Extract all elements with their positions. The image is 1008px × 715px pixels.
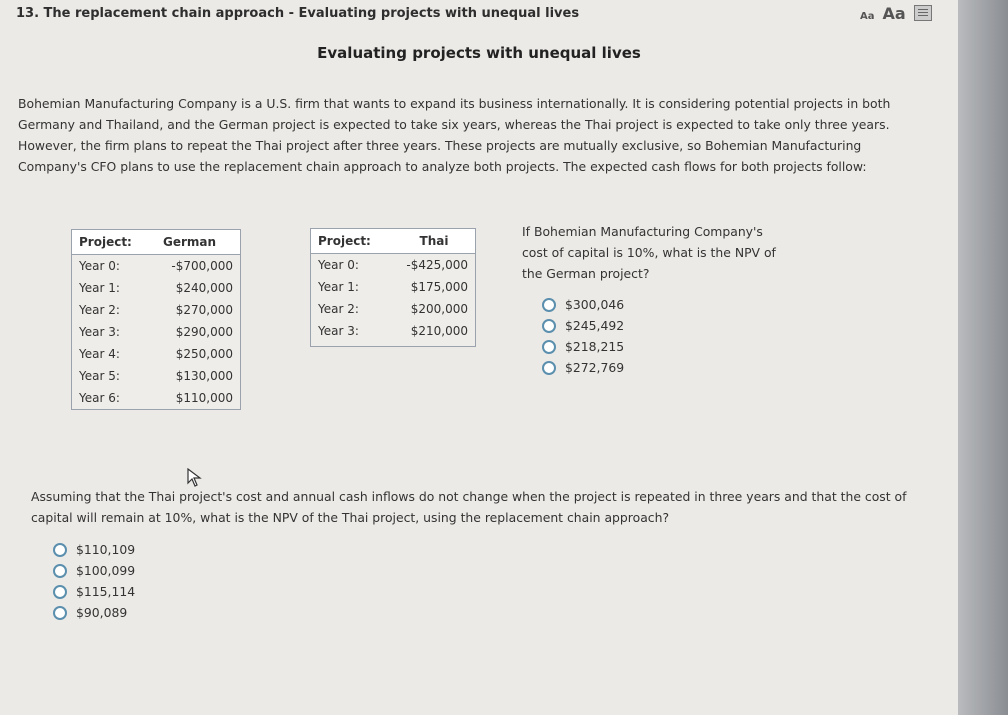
radio-button[interactable]: [542, 298, 556, 312]
print-icon[interactable]: [914, 5, 932, 21]
cash-flow-value: -$425,000: [406, 258, 468, 272]
answer-option[interactable]: [542, 357, 624, 378]
option-label: $218,215: [565, 339, 625, 354]
table-row: [72, 365, 241, 387]
option-label: $245,492: [565, 318, 625, 333]
table-row: [72, 343, 241, 365]
table-header-label: Project:: [72, 230, 157, 255]
decrease-font-button[interactable]: Aa: [860, 11, 875, 22]
table-row: [311, 298, 476, 320]
answer-option[interactable]: [53, 602, 135, 623]
table-row: [311, 276, 476, 298]
table-header-row: [72, 230, 241, 255]
answer-option[interactable]: [542, 294, 624, 315]
table-row: [72, 277, 241, 299]
table-row-spacer: [311, 342, 476, 347]
year-label: Year 5:: [79, 369, 120, 383]
table-header-row: [311, 229, 476, 254]
cash-flow-value: $270,000: [175, 303, 233, 317]
option-label: $300,046: [565, 297, 625, 312]
table-header-project: Thai: [393, 229, 476, 254]
table-row: [72, 321, 241, 343]
cash-flow-value: $210,000: [410, 324, 468, 338]
question-1-text: If Bohemian Manufacturing Company's cost of capital is 10%, what is the NPV of the German project?: [522, 224, 776, 281]
question-2-text: Assuming that the Thai project's cost and annual cash inflows do not change when the project is repeated in three years and that the cost of capital will remain at 10%, what is the NPV of the Thai project, using the replacement chain approach?: [31, 489, 907, 525]
year-label: Year 6:: [79, 391, 120, 405]
year-label: Year 1:: [318, 280, 359, 294]
year-label: Year 0:: [318, 258, 359, 272]
table-row: [311, 320, 476, 342]
radio-button[interactable]: [542, 319, 556, 333]
option-label: $100,099: [76, 563, 136, 578]
year-label: Year 4:: [79, 347, 120, 361]
question-1-options: [542, 294, 624, 378]
option-label: $90,089: [76, 605, 128, 620]
option-label: $272,769: [565, 360, 625, 375]
screen-edge: [958, 0, 1008, 715]
radio-button[interactable]: [542, 340, 556, 354]
table-row: [72, 299, 241, 321]
year-label: Year 3:: [79, 325, 120, 339]
cash-flow-value: $200,000: [410, 302, 468, 316]
answer-option[interactable]: [53, 581, 135, 602]
table-row: [72, 387, 241, 410]
answer-option[interactable]: [53, 539, 135, 560]
section-heading: Evaluating projects with unequal lives: [317, 44, 641, 62]
answer-option[interactable]: [542, 315, 624, 336]
radio-button[interactable]: [53, 564, 67, 578]
answer-option[interactable]: [53, 560, 135, 581]
option-label: $110,109: [76, 542, 136, 557]
table-header-project: German: [156, 230, 241, 255]
cash-flow-value: $130,000: [175, 369, 233, 383]
cash-flow-value: $175,000: [410, 280, 468, 294]
radio-button[interactable]: [53, 543, 67, 557]
year-label: Year 1:: [79, 281, 120, 295]
year-label: Year 0:: [79, 259, 120, 273]
cash-flow-value: -$700,000: [171, 259, 233, 273]
question-2-options: [53, 539, 135, 623]
cash-flow-value: $110,000: [175, 391, 233, 405]
table-row: [311, 254, 476, 277]
table-row: [72, 255, 241, 278]
question-title: 13. The replacement chain approach - Evaluating projects with unequal lives: [16, 6, 580, 21]
german-cash-flow-table: [71, 229, 241, 410]
thai-cash-flow-table: [310, 228, 476, 347]
cash-flow-value: $240,000: [175, 281, 233, 295]
radio-button[interactable]: [53, 606, 67, 620]
radio-button[interactable]: [53, 585, 67, 599]
font-size-controls: [860, 3, 932, 23]
answer-option[interactable]: [542, 336, 624, 357]
cash-flow-value: $250,000: [175, 347, 233, 361]
year-label: Year 2:: [79, 303, 120, 317]
cash-flow-value: $290,000: [175, 325, 233, 339]
mouse-cursor-icon: [187, 468, 203, 488]
option-label: $115,114: [76, 584, 136, 599]
increase-font-button[interactable]: Aa: [882, 4, 906, 23]
table-header-label: Project:: [311, 229, 394, 254]
year-label: Year 2:: [318, 302, 359, 316]
intro-paragraph: Bohemian Manufacturing Company is a U.S. firm that wants to expand its business internationally. It is considering potential projects in both Germany and Thailand, and the German project is expected to take six years, whereas the Thai project is expected to take only three years. However, the firm plans to repeat the Thai project after three years. These projects are mutually exclusive, so Bohemian Manufacturing Company's CFO plans to use the replacement chain approach to analyze both projects. The expected cash flows for both projects follow:: [18, 96, 891, 174]
year-label: Year 3:: [318, 324, 359, 338]
radio-button[interactable]: [542, 361, 556, 375]
